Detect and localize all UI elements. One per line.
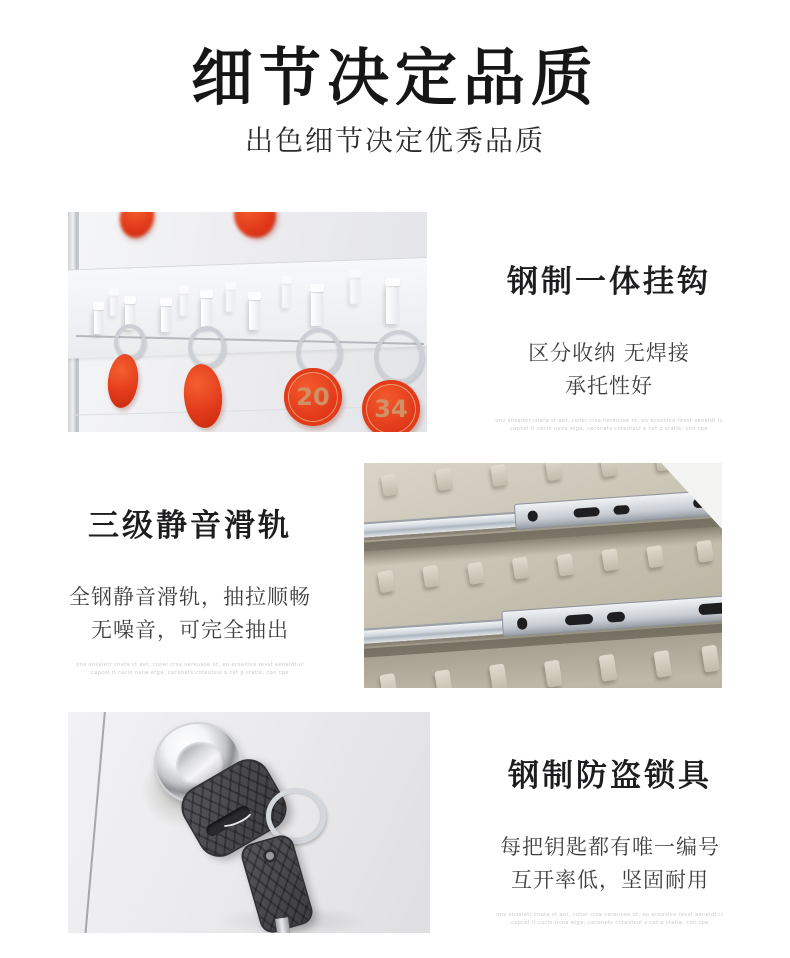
key-ring: [188, 326, 226, 368]
feature-description: [18, 581, 362, 647]
watermark-line: capcel it cacin nvoa etga, caconets cnteotsul a cet p statle, con cpe: [510, 426, 708, 432]
feature-lock: [432, 750, 788, 927]
hook-tab: [489, 663, 508, 688]
rail-slot: [607, 611, 626, 622]
description-line: 承托性好: [565, 374, 653, 398]
hook-tab: [435, 468, 453, 491]
rail-slot: [573, 507, 600, 518]
key-hooks-photo: [68, 212, 427, 432]
hook: [161, 304, 171, 332]
feature-description: [430, 337, 788, 403]
feature-title: 钢制一体挂钩: [507, 264, 711, 300]
key-tag: [181, 362, 224, 429]
key-tag: [230, 212, 281, 242]
watermark-line: onv xnsaietr cnata st aet, conei crsa nereusoe nt, eo ecsanive revst aeneldt ic: [76, 662, 304, 668]
hook-tab: [544, 660, 563, 688]
key-tag-number: [362, 380, 420, 432]
hook: [110, 294, 118, 316]
watermark-text: [432, 911, 788, 927]
rail-slot: [698, 602, 722, 615]
hook-tab: [557, 553, 575, 576]
hook: [226, 288, 235, 312]
door-edge-line: [83, 712, 106, 933]
hook-tab: [601, 548, 619, 571]
hook: [350, 276, 360, 304]
hook-tab: [434, 669, 453, 688]
description-line: 互开率低，坚固耐用: [511, 868, 709, 892]
rails-perspective-group: [364, 463, 722, 688]
tag-number-label: 34: [374, 395, 408, 423]
hook-tab: [512, 557, 530, 580]
hook-tab: [600, 463, 618, 477]
hook-tab: [381, 473, 399, 496]
feature-description: [432, 831, 788, 897]
watermark-line: onv xnsaietr cnata st aet, conei crsa nereusoe nt, eo ecsanive revst aeneldt ic: [496, 912, 724, 918]
lock-and-keys-photo: [68, 712, 430, 933]
description-line: 全钢静音滑轨，抽拉顺畅: [69, 585, 311, 609]
hook-tab: [377, 570, 395, 593]
watermark-line: capcel it cacin nvoa etga, caconets cnteotsul a cet p statle, con cpe: [91, 670, 289, 676]
description-line: 区分收纳 无焊接: [528, 341, 690, 365]
rail-slot: [517, 617, 528, 630]
tag-number-label: 20: [296, 383, 330, 411]
key-tag-number: [284, 368, 342, 426]
feature-rails: [18, 500, 362, 677]
page-title: 细节决定品质: [190, 41, 599, 114]
hook: [180, 292, 188, 316]
hook-tab: [490, 464, 508, 487]
hook-tab: [599, 654, 618, 682]
rail-slot: [613, 505, 630, 515]
hook-tab: [701, 645, 720, 673]
slide-rails-photo: [364, 463, 722, 688]
feature-hooks: [430, 256, 788, 433]
key-tag: [115, 212, 158, 241]
hook: [249, 298, 260, 330]
page-subtitle: 出色细节决定优秀品质: [244, 124, 545, 157]
hook-tab: [422, 565, 440, 588]
hook: [311, 290, 323, 326]
watermark-text: [18, 661, 362, 677]
key-tag: [105, 353, 140, 410]
rail-slot: [527, 510, 538, 522]
hook: [386, 284, 399, 324]
feature-title: 三级静音滑轨: [88, 508, 292, 544]
hook-tab: [379, 673, 398, 688]
hook-tab: [696, 540, 714, 563]
hook-tab: [467, 562, 485, 585]
watermark-line: onv xnsaietr cnata st aet, conei crsa nereusoe nt, eo ecsanive revst aeneldt ic: [495, 418, 723, 424]
hook: [94, 308, 103, 334]
watermark-line: capcel it cacin nvoa etga, caconets cnteotsul a cet p statle, con cpe: [511, 920, 709, 926]
description-line: 每把钥匙都有唯一编号: [500, 835, 720, 859]
watermark-text: [430, 417, 788, 433]
rail-slot: [565, 614, 594, 626]
description-line: 无噪音，可完全抽出: [91, 618, 289, 642]
hook: [282, 282, 291, 308]
hook-tab: [545, 463, 563, 481]
feature-title: 钢制防盗锁具: [508, 758, 712, 794]
hook-tab: [653, 650, 672, 678]
key-ring: [374, 330, 424, 384]
hook-tab: [646, 545, 664, 568]
hook: [201, 296, 212, 328]
